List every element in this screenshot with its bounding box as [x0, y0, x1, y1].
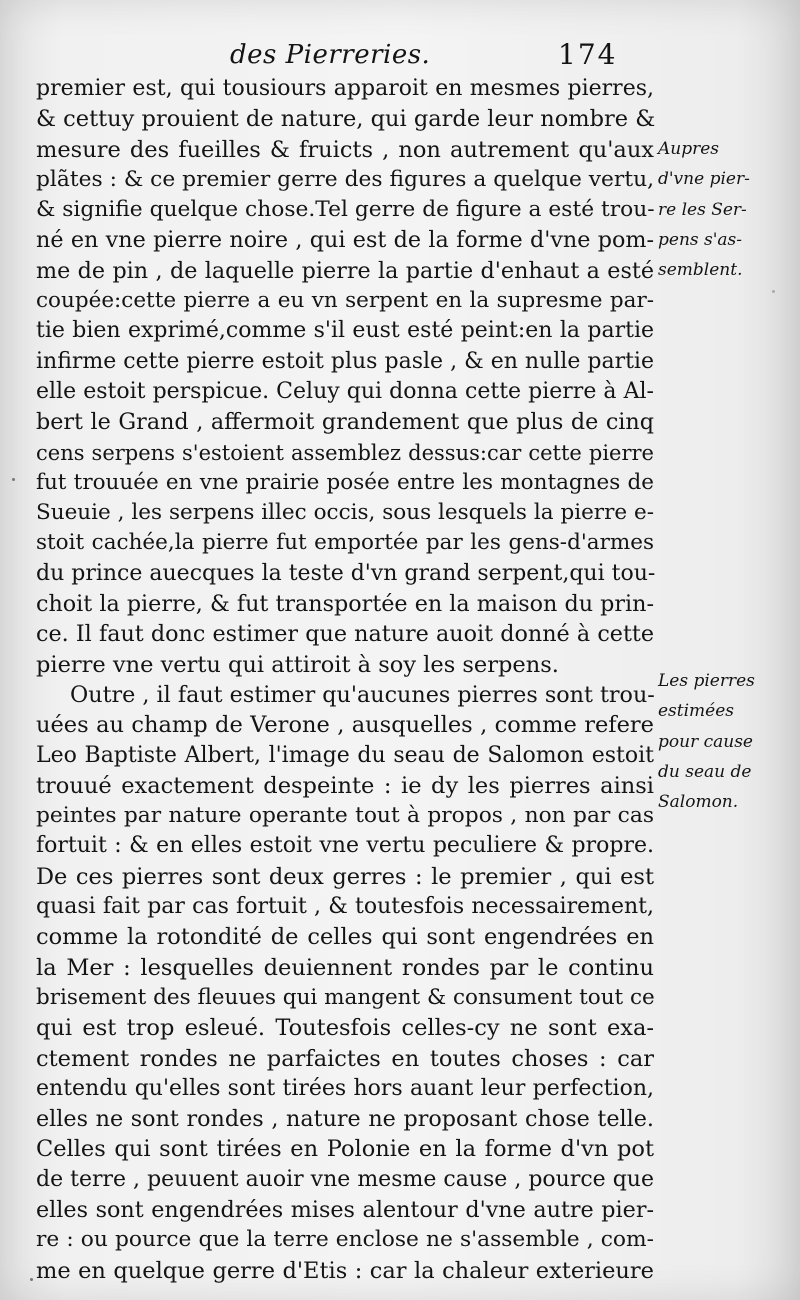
main-text-block: [36, 74, 654, 1286]
text-line: stoit cachée,la pierre fut emportée par les gens-d'armes: [36, 530, 654, 556]
ink-speck: [772, 290, 775, 293]
text-line: quasi fait par cas fortuit , & toutesfois necessairement,: [36, 894, 654, 920]
text-line: cens serpens s'estoient assemblez dessus:car cette pierre: [36, 440, 654, 465]
margin-note-line: estimées: [658, 701, 735, 722]
margin-note-serpents: [658, 134, 778, 285]
margin-note-line: pour cause: [658, 731, 753, 752]
text-line: uées au champ de Verone , ausquelles , comme refere: [36, 712, 654, 739]
running-title: des Pierreries.: [230, 40, 431, 70]
text-line: Leo Baptiste Albert, l'image du seau de Salomon estoit: [36, 742, 654, 768]
margin-note-line: pens s'as-: [658, 229, 743, 250]
margin-note-seau-salomon: [658, 666, 778, 817]
text-line-paragraph-start: Outre , il faut estimer qu'aucunes pierres sont trou-: [70, 681, 655, 708]
margin-note-line: semblent.: [658, 260, 743, 281]
text-line: fortuit : & en elles estoit vne vertu peculiere & propre.: [36, 833, 654, 859]
text-line: & signifie quelque chose.Tel gerre de figure a esté trou-: [36, 197, 655, 223]
text-line: premier est, qui tousiours apparoit en mesmes pierres,: [36, 76, 654, 101]
text-line: trouué exactement despeinte : ie dy les pierres ainsi: [36, 772, 654, 799]
text-line: elles sont engendrées mises alentour d'vne autre pier-: [36, 1196, 654, 1223]
text-line: me de pin , de laquelle pierre la partie d'enhaut a esté: [36, 257, 654, 284]
text-line: & cettuy prouient de nature, qui garde leur nombre &: [36, 106, 656, 133]
page-number: 174: [558, 38, 618, 71]
text-line: tie bien exprimé,comme s'il eust esté peint:en la partie: [36, 318, 654, 344]
text-line: mesure des fueilles & fruicts , non autrement qu'aux: [36, 136, 654, 163]
margin-note-line: du seau de: [658, 761, 752, 782]
text-line: ctement rondes ne parfaictes en toutes choses : car: [36, 1045, 654, 1072]
text-line-paragraph-end: pierre vne vertu qui attiroit à soy les serpens.: [36, 651, 559, 678]
text-line: elle estoit perspicue. Celuy qui donna cette pierre à Al-: [36, 378, 654, 404]
text-line: coupée:cette pierre a eu vn serpent en la supresme par-: [36, 288, 654, 314]
text-line: Celles qui sont tirées en Polonie en la forme d'vn pot: [36, 1136, 654, 1163]
text-line: peintes par nature operante tout à propos , non par cas: [36, 803, 654, 829]
margin-note-line: Les pierres: [658, 671, 755, 691]
text-line: bert le Grand , affermoit grandement que plus de cinq: [36, 409, 654, 436]
text-line: qui est trop esleué. Toutesfois celles-cy ne sont exa-: [36, 1015, 654, 1042]
text-line: la Mer : lesquelles deuiennent rondes par le continu: [36, 954, 654, 981]
text-line: re : ou pource que la terre enclose ne s'assemble , com-: [36, 1227, 654, 1253]
margin-note-line: Salomon.: [658, 792, 739, 813]
text-line: choit la pierre, & fut transportée en la maison du prin-: [36, 591, 654, 618]
text-line: De ces pierres sont deux gerres : le premier , qui est: [36, 863, 654, 890]
text-line: elles ne sont rondes , nature ne proposant chose telle.: [36, 1106, 654, 1133]
text-line: comme la rotondité de celles qui sont engendrées en: [36, 924, 654, 951]
ink-speck: [12, 478, 15, 481]
text-line: ce. Il faut donc estimer que nature auoit donné à cette: [36, 621, 654, 648]
margin-note-line: d'vne pier-: [658, 169, 750, 190]
ink-speck: [30, 1278, 33, 1281]
text-line: infirme cette pierre estoit plus pasle , & en nulle partie: [36, 348, 654, 374]
text-line: Sueuie , les serpens illec occis, sous lesquels la pierre e-: [36, 500, 654, 526]
margin-note-line: re les Ser-: [658, 199, 747, 220]
text-line: de terre , peuuent auoir vne mesme cause , pource que: [36, 1166, 654, 1192]
text-line: fut trouuée en vne prairie posée entre les montagnes de: [36, 469, 654, 495]
text-line: brisement des fleuues qui mangent & consument tout ce: [36, 984, 655, 1010]
text-line: me en quelque gerre d'Etis : car la chaleur exterieure: [36, 1257, 654, 1284]
text-line: entendu qu'elles sont tirées hors auant leur perfection,: [36, 1075, 654, 1101]
text-line: né en vne pierre noire , qui est de la forme d'vne pom-: [36, 227, 654, 254]
text-line: du prince auecques la teste d'vn grand serpent,qui tou-: [36, 560, 656, 586]
text-line: plãtes : & ce premier gerre des figures a quelque vertu,: [36, 166, 654, 192]
margin-note-line: Aupres: [658, 139, 720, 159]
